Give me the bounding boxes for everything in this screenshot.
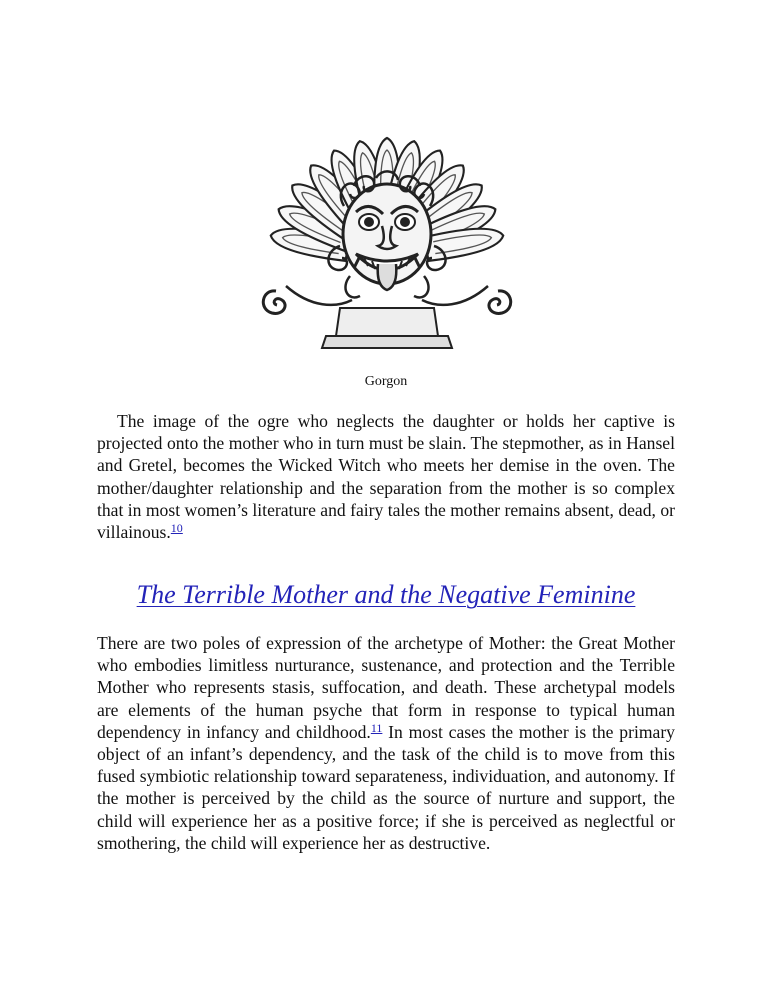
paragraph-text: The image of the ogre who neglects the daughter or holds her captive is projected onto the mother who in turn must be slain. The stepmother, as in Hansel and Gretel, becomes the Wicked Witch who meets her demise in the oven. The mother/daughter relationship and the separation from the mother is so complex that in most women’s literature and fairy tales the mother remains absent, dead, or villainous. xyxy=(97,411,675,543)
figure-caption: Gorgon xyxy=(364,374,408,389)
footnote-link-10[interactable]: 10 xyxy=(170,521,183,536)
footnote-link-11[interactable]: 11 xyxy=(370,720,383,735)
paragraph-text-after: In most cases the mother is the primary object of an infant’s dependency, and the task of the child is to move from this fused symbiotic relationship toward separateness, individuation, and autonomy. If the mother is perceived by the child as the source of nurture and support, the child will experience her as a positive force; if she is perceived as neglectful or smothering, the child will experience her as destructive. xyxy=(97,721,675,853)
gorgon-illustration xyxy=(256,86,518,358)
paragraph-ogre-mother xyxy=(97,410,675,543)
section-heading-link[interactable]: The Terrible Mother and the Negative Feminine xyxy=(136,580,636,609)
paragraph-archetype-mother xyxy=(97,632,675,854)
paragraph-text-before: There are two poles of expression of the archetype of Mother: the Great Mother who embodies limitless nurturance, sustenance, and protection and the Terrible Mother who represents stasis, suffocation, and death. These archetypal models are elements of the human psyche that form in response to typical human dependency in infancy and childhood. xyxy=(97,633,675,742)
